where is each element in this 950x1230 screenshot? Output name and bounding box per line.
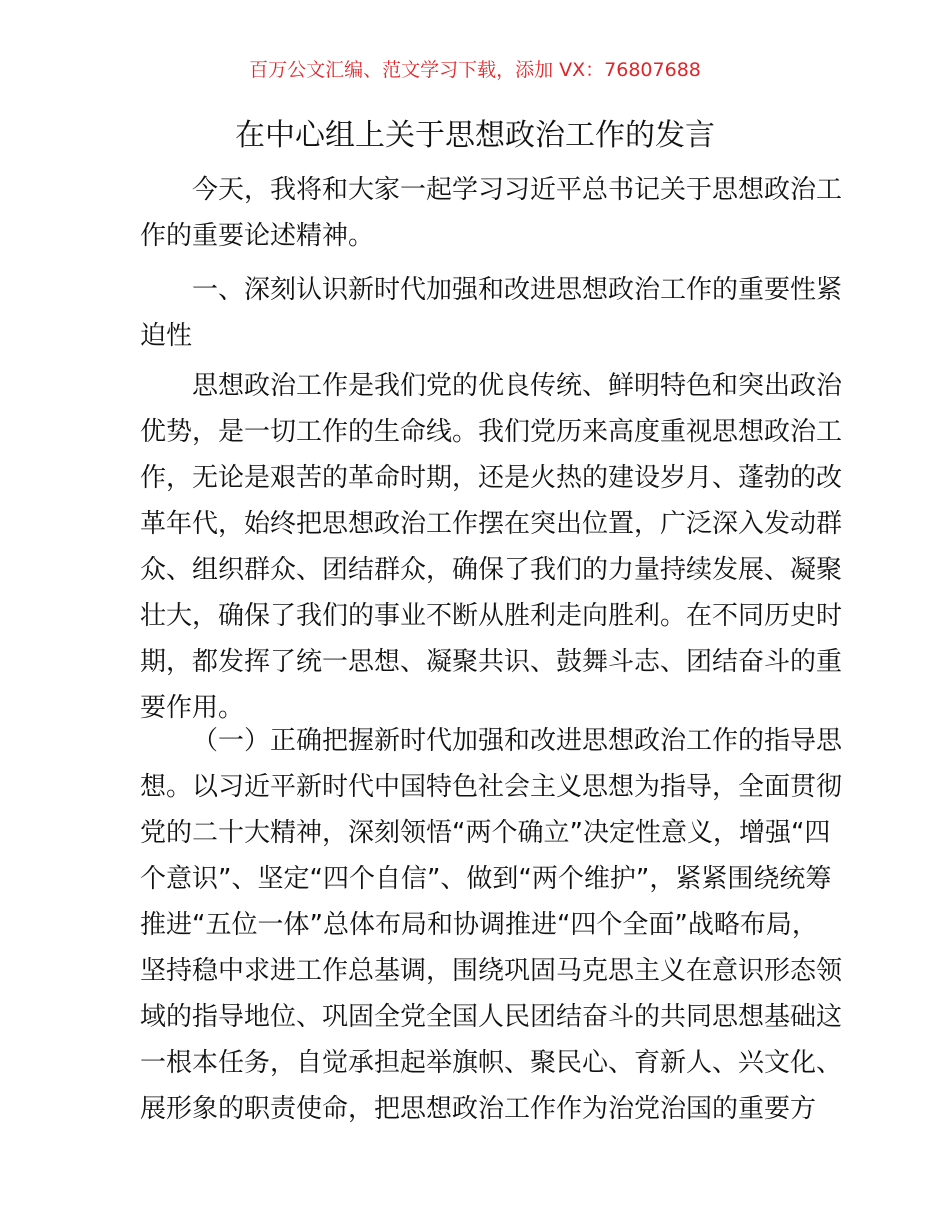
text-line: 个意识”、坚定“四个自信”、做到“两个维护”，紧紧围绕统筹 [140,864,832,894]
text-line: 作，无论是艰苦的革命时期，还是火热的建设岁月、蓬勃的改 [140,463,843,493]
section-heading-1 [140,267,843,359]
text-line: 想。以习近平新时代中国特色社会主义思想为指导，全面贯彻 [140,772,843,802]
text-line: 一根本任务，自觉承担起举旗帜、聚民心、育新人、兴文化、 [140,1048,843,1078]
text-line: 作的重要论述精神。 [140,221,375,251]
text-line: 域的指导地位、巩固全党全国人民团结奋斗的共同思想基础这 [140,1002,843,1032]
text-line: 迫性 [140,321,193,351]
text-line: 要作用。 [140,693,245,723]
text-line: 期，都发挥了统一思想、凝聚共识、鼓舞斗志、团结奋斗的重 [140,647,843,677]
text-line: 思想政治工作是我们党的优良传统、鲜明特色和突出政治 [192,371,843,401]
text-line: 展形象的职责使命，把思想政治工作作为治党治国的重要方 [140,1094,817,1124]
text-line: 一、深刻认识新时代加强和改进思想政治工作的重要性紧 [192,275,843,305]
text-line: 推进“五位一体”总体布局和协调推进“四个全面”战略布局， [140,910,818,940]
watermark-header: 百万公文汇编、范文学习下载，添加 VX：76807688 [249,59,701,81]
paragraph-importance [140,363,843,731]
paragraph-intro [140,167,843,259]
text-line: 坚持稳中求进工作总基调，围绕巩固马克思主义在意识形态领 [140,956,843,986]
paragraph-guiding-thought [140,718,843,1132]
text-line: 优势，是一切工作的生命线。我们党历来高度重视思想政治工 [140,417,843,447]
text-line: 革年代，始终把思想政治工作摆在突出位置，广泛深入发动群 [140,509,843,539]
text-line: 党的二十大精神，深刻领悟“两个确立”决定性意义，增强“四 [140,818,831,848]
text-line: （一）正确把握新时代加强和改进思想政治工作的指导思 [192,726,843,756]
document-title: 在中心组上关于思想政治工作的发言 [235,118,715,153]
text-line: 众、组织群众、团结群众，确保了我们的力量持续发展、凝聚 [140,555,843,585]
text-line: 今天，我将和大家一起学习习近平总书记关于思想政治工 [192,175,843,205]
text-line: 壮大，确保了我们的事业不断从胜利走向胜利。在不同历史时 [140,601,843,631]
